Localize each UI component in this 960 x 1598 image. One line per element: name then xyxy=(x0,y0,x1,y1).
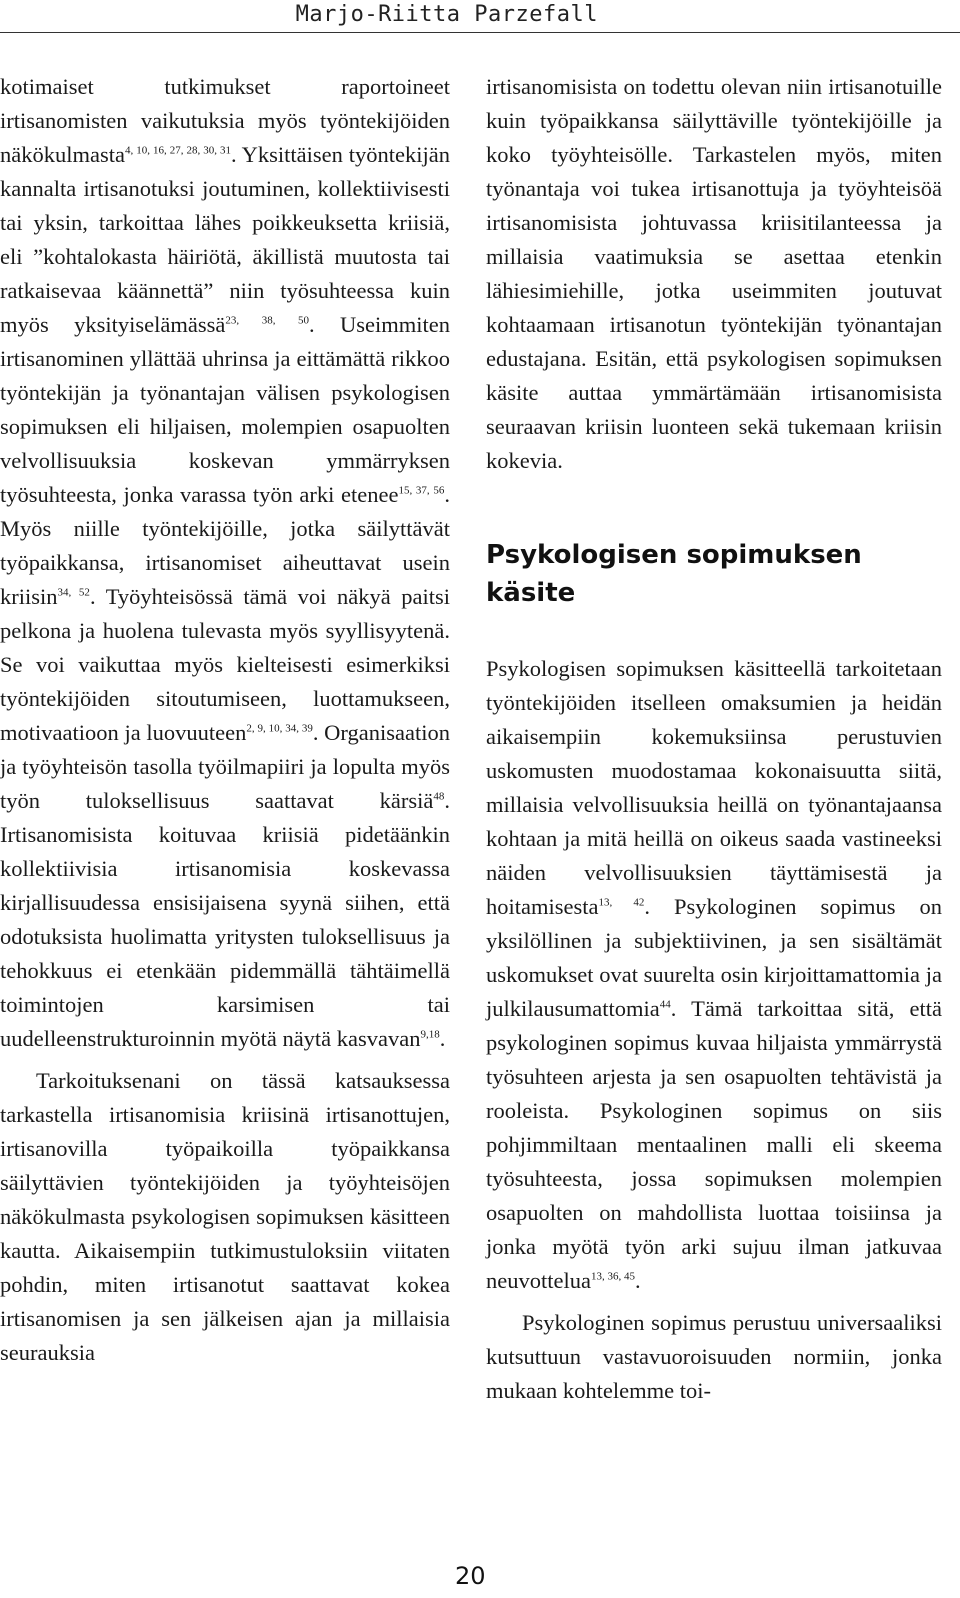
header-rule xyxy=(0,32,960,33)
body-paragraph xyxy=(0,70,450,1056)
section-heading: Psykologisen sopimuksen käsite xyxy=(486,540,862,608)
paragraph-text: . Irtisanomisista koituvaa kriisiä pidetäänkin kollektiivisia irtisanomisia koskevassa kirjallisuudessa ensisijaisena syynä siihen, että odotuksista huolimatta yritysten tuloksellisuus ja tehokkuus ei etenkään pidemmällä tähtäimellä toimintojen karsimisen tai uudelleenstrukturoinnin myötä näytä kasvavan xyxy=(0,788,450,1051)
paragraph-text: . Työyhteisössä tämä voi näkyä paitsi pelkona ja huolena tulevasta myös syyllisyytenä. Se voi vaikuttaa myös kielteisesti esimerkiksi työntekijöiden sitoutumiseen, luottamukseen, motivaatioon ja luovuuteen xyxy=(0,584,450,745)
paragraph-text: . Yksittäisen työntekijän kannalta irtisanotuksi joutuminen, kollektiivisesti tai yksin, tarkoittaa lähes poikkeuksetta kriisiä, eli ”kohtalokasta häiriötä, äkillistä muutosta tai ratkaisevaa käännettä” niin työsuhteessa kuin myös yksityiselämässä xyxy=(0,142,450,337)
paragraph-text: . Tämä tarkoittaa sitä, että psykologinen sopimus kuvaa hiljaista ymmärrystä työsuhteen arjesta ja sen osapuolten tehtävistä ja rooleista. Psykologinen sopimus on siis pohjimmiltaan mentaalinen malli eli skeema työsuhteesta, jossa sopimuksen molempien osapuolten on mahdollista luottaa toisiinsa ja jonka myötä työn arki sujuu ilman jatkuvaa neuvottelua xyxy=(486,996,942,1293)
citation-superscript: 34, 52 xyxy=(57,586,90,599)
citation-superscript: 15, 37, 56 xyxy=(398,484,445,497)
paragraph-text: Tarkoituksenani on tässä katsauksessa tarkastella irtisanomisia kriisinä irtisanottujen, irtisanovilla työpaikoilla työpaikkansa säilyttävien työntekijöiden ja työyhteisöjen näkökulmasta psykologisen sopimuksen käsitteen kautta. Aikaisempiin tutkimustuloksiin viitaten pohdin, miten irtisanotut saattavat kokea irtisanomisen ja sen jälkeisen ajan ja millaisia seurauksia xyxy=(0,1068,450,1365)
page-number: 20 xyxy=(455,1562,486,1590)
right-column xyxy=(486,70,942,1408)
paragraph-text: Psykologisen sopimuksen käsitteellä tarkoitetaan työntekijöiden itselleen omaksumien ja heidän aikaisempiin kokemuksiinsa perustuvien uskomusten muodostamaa kokonaisuutta siitä, millaisia velvollisuuksia heillä on työnantajaansa kohtaan ja mitä heillä on oikeus saada vastineeksi näiden velvollisuuksien täyttämisestä ja hoitamisesta xyxy=(486,656,942,919)
paragraph-text: . xyxy=(439,1026,446,1051)
citation-superscript: 2, 9, 10, 34, 39 xyxy=(246,722,313,735)
paragraph-text: . Useimmiten irtisanominen yllättää uhrinsa ja eittämättä rikkoo työntekijän ja työnantajan välisen psykologisen sopimuksen eli hiljaisen, molempien osapuolten velvollisuuksia koskevan ymmärryksen työsuhteesta, jonka varassa työn arki etenee xyxy=(0,312,451,507)
paragraph-text: . xyxy=(634,1268,641,1293)
paragraph-text: . Organisaation ja työyhteisön tasolla työilmapiiri ja lopulta myös työn tuloksellisuus saattavat kärsiä xyxy=(0,720,450,813)
body-paragraph xyxy=(486,70,942,478)
citation-superscript: 4, 10, 16, 27, 28, 30, 31 xyxy=(124,144,231,157)
citation-superscript: 9,18 xyxy=(420,1028,440,1041)
citation-superscript: 48 xyxy=(433,790,445,803)
paragraph-text: kotimaiset tutkimukset raportoineet irtisanomisten vaikutuksia myös työntekijöiden näkökulmasta xyxy=(0,74,450,167)
citation-superscript: 23, 38, 50 xyxy=(225,314,309,327)
citation-superscript: 44 xyxy=(659,998,671,1011)
body-paragraph xyxy=(486,652,942,1298)
body-paragraph xyxy=(486,1306,942,1408)
running-head: Marjo-Riitta Parzefall xyxy=(295,2,598,27)
body-paragraph xyxy=(0,1064,450,1370)
left-column xyxy=(0,70,450,1370)
paragraph-text: . Myös niille työntekijöille, jotka säilyttävät työpaikkansa, irtisanomiset aiheuttavat usein kriisin xyxy=(0,482,451,609)
citation-superscript: 13, 36, 45 xyxy=(590,1270,635,1283)
paragraph-text: . Psykologinen sopimus on yksilöllinen ja subjektiivinen, ja sen sisältämät uskomukset ovat suurelta osin kirjoittamattomia ja julkilausumattomia xyxy=(486,894,942,1021)
paragraph-text: irtisanomisista on todettu olevan niin irtisanotuille kuin työpaikkansa säilyttäville työntekijöille ja koko työyhteisölle. Tarkastelen myös, miten työnantaja voi tukea irtisanottuja ja työyhteisöä irtisanomisista johtuvassa kriisitilanteessa ja millaisia vaatimuksia se asettaa etenkin lähiesimiehille, jotka useimmiten joutuvat kohtaamaan irtisanotun työntekijän työnantajan edustajana. Esitän, että psykologisen sopimuksen käsite auttaa ymmärtämään irtisanomisista seuraavan kriisin luonteen sekä tukemaan kriisin kokevia. xyxy=(486,74,942,473)
citation-superscript: 13, 42 xyxy=(598,896,645,909)
paragraph-text: Psykologinen sopimus perustuu universaaliksi kutsuttuun vastavuoroisuuden normiin, jonka mukaan kohtelemme toi- xyxy=(486,1310,942,1403)
